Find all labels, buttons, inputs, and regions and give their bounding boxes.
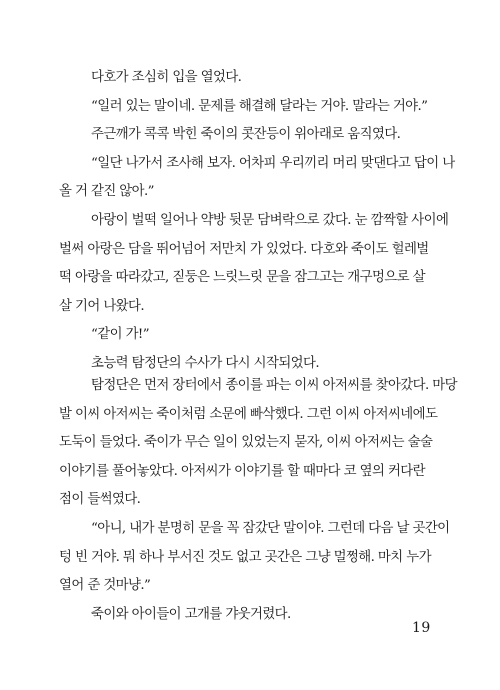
text-line: 벌써 아랑은 담을 뛰어넘어 저만치 가 있었다. 다호와 죽이도 헐레벌 — [59, 241, 429, 257]
text-line: “일러 있는 말이네. 문제를 해결해 달라는 거야. 말라는 거야.” — [91, 98, 428, 114]
text-line: 텅 빈 거야. 뭐 하나 부서진 것도 없고 곳간은 그냥 멀쩡해. 마치 누가 — [59, 549, 431, 565]
text-section-1 — [59, 64, 455, 379]
text-line: “아니, 내가 분명히 문을 꼭 잠갔단 말이야. 그런데 다음 날 곳간이 — [91, 520, 450, 536]
text-line: 떡 아랑을 따라갔고, 짇둥은 느릿느릿 문을 잠그고는 개구멍으로 살 — [59, 270, 425, 286]
paragraph — [59, 150, 455, 207]
text-line: “같이 가!” — [91, 327, 149, 343]
paragraph — [75, 321, 435, 350]
paragraph — [75, 121, 435, 150]
text-line: 죽이와 아이들이 고개를 갸웃거렸다. — [91, 606, 291, 622]
paragraph — [75, 64, 435, 93]
text-line: 올 거 같진 않아.” — [59, 184, 154, 200]
text-line: “일단 나가서 조사해 보자. 어차피 우리끼리 머리 맞댄다고 답이 나 — [91, 155, 455, 171]
text-line: 점이 들썩였다. — [59, 492, 141, 508]
page-number: 19 — [412, 620, 431, 636]
paragraph — [59, 372, 457, 515]
text-line: 다호가 조심히 입을 열었다. — [91, 70, 242, 85]
paragraph — [75, 601, 435, 630]
text-line: 탐정단은 먼저 장터에서 종이를 파는 이씨 아저씨를 찾아갔다. 마당 — [91, 378, 457, 393]
text-line: 열어 준 것마냥.” — [59, 578, 151, 594]
paragraph — [59, 515, 450, 601]
text-line: 아랑이 벌떡 일어나 약방 뒷문 담벼락으로 갔다. 눈 깜짝할 사이에 — [91, 212, 449, 228]
text-line: 초능력 탐정단의 수사가 다시 시작되었다. — [91, 355, 319, 371]
paragraph — [75, 93, 435, 122]
text-line: 살 기어 나왔다. — [59, 298, 144, 314]
text-section-2 — [59, 372, 457, 629]
text-line: 이야기를 풀어놓았다. 아저씨가 이야기를 할 때마다 코 옆의 커다란 — [59, 463, 425, 479]
text-line: 발 이씨 아저씨는 죽이처럼 소문에 빠삭했다. 그런 이씨 아저씨네에도 — [59, 406, 438, 422]
text-line: 도둑이 들었다. 죽이가 무슨 일이 있었는지 묻자, 이씨 아저씨는 술술 — [59, 435, 433, 451]
text-line: 주근깨가 콕콕 박힌 죽이의 콧잔등이 위아래로 움직였다. — [91, 127, 401, 143]
paragraph — [59, 207, 449, 321]
